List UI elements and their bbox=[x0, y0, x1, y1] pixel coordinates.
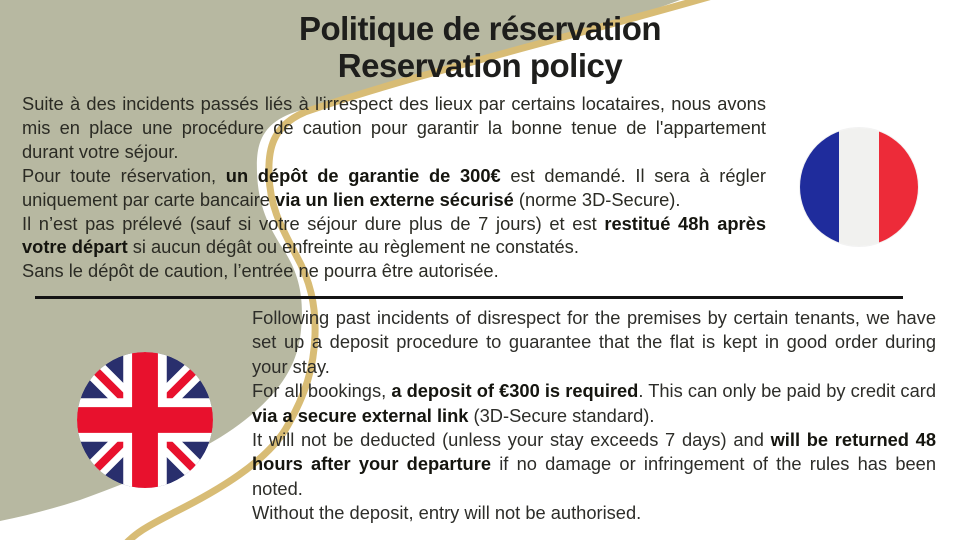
french-policy-text bbox=[22, 92, 766, 283]
english-paragraph-intro: Following past incidents of disrespect for the premises by certain tenants, we have set up a deposit procedure to guarantee that the flat is kept in good order during your stay. bbox=[252, 307, 936, 377]
france-flag-white-stripe bbox=[839, 128, 878, 246]
french-paragraph-refund: Il n’est pas prélevé (sauf si votre séjour dure plus de 7 jours) et est restitué 48h après votre départ si aucun dégât ou enfreinte au règlement ne constatés. bbox=[22, 212, 766, 258]
title-line-french: Politique de réservation bbox=[298, 10, 662, 47]
english-paragraph-entry: Without the deposit, entry will not be authorised. bbox=[252, 502, 642, 524]
uk-flag-graphic bbox=[77, 352, 213, 488]
english-paragraph-deposit: For all bookings, a deposit of €300 is required. This can only be paid by credit card via a secure external link (3D-Secure standard). bbox=[252, 380, 936, 426]
title-line-english: Reservation policy bbox=[337, 47, 623, 84]
english-paragraph-refund: It will not be deducted (unless your stay exceeds 7 days) and will be returned 48 hours after your departure if no damage or infringement of the rules has been noted. bbox=[252, 429, 936, 499]
french-paragraph-entry: Sans le dépôt de caution, l’entrée ne pourra être autorisée. bbox=[22, 260, 499, 282]
french-paragraph-intro: Suite à des incidents passés liés à l'irrespect des lieux par certains locataires, nous avons mis en place une procédure de caution pour garantir la bonne tenue de l'appartement durant votre séjour. bbox=[22, 93, 766, 162]
french-paragraph-deposit: Pour toute réservation, un dépôt de garantie de 300€ est demandé. Il sera à régler uniquement par carte bancaire via un lien externe sécurisé (norme 3D-Secure). bbox=[22, 164, 766, 210]
english-policy-text bbox=[252, 306, 936, 526]
divider-line bbox=[35, 296, 903, 299]
france-flag-icon bbox=[800, 128, 918, 246]
page-title bbox=[0, 10, 960, 84]
uk-flag-icon bbox=[77, 352, 213, 488]
